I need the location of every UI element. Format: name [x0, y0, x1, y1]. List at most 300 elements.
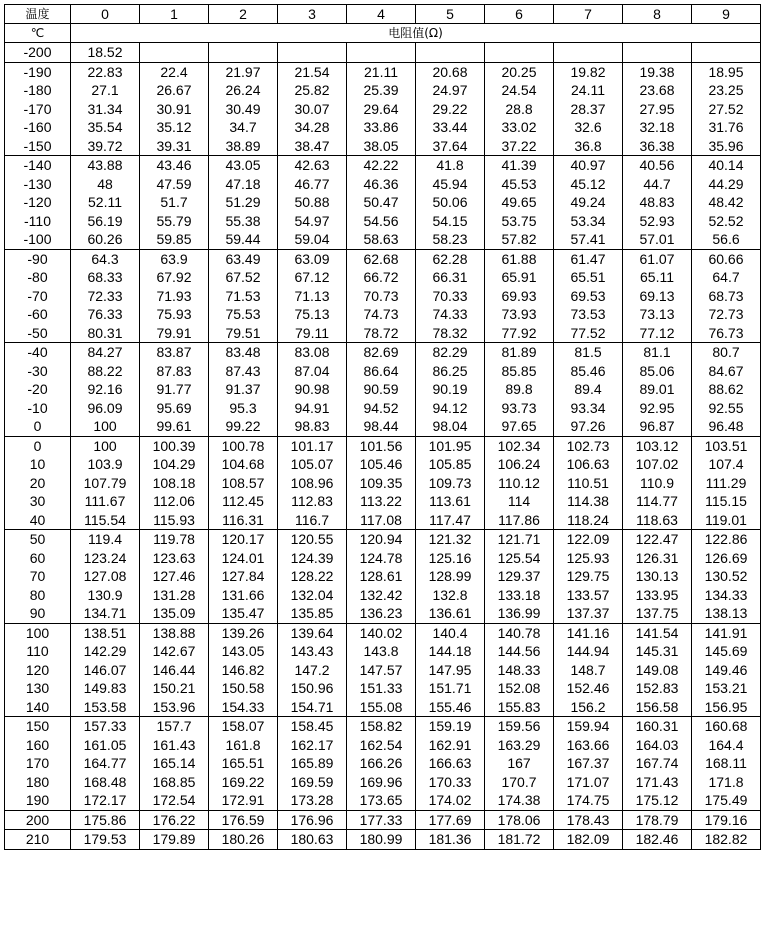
resistance-cell: 127.84	[209, 567, 278, 586]
resistance-cell: 181.36	[416, 830, 485, 850]
resistance-cell: 56.6	[692, 230, 761, 249]
table-row	[5, 717, 761, 736]
resistance-cell: 168.11	[692, 754, 761, 773]
resistance-cell: 79.11	[278, 324, 347, 343]
temperature-cell: -150	[5, 137, 71, 156]
resistance-cell: 128.99	[416, 567, 485, 586]
resistance-cell: 94.91	[278, 399, 347, 418]
resistance-cell: 89.8	[485, 380, 554, 399]
column-header: 7	[554, 5, 623, 24]
resistance-cell: 165.89	[278, 754, 347, 773]
resistance-cell: 100.78	[209, 436, 278, 455]
resistance-cell: 99.22	[209, 417, 278, 436]
temperature-cell: 70	[5, 567, 71, 586]
resistance-cell: 148.7	[554, 661, 623, 680]
resistance-cell: 45.53	[485, 175, 554, 194]
resistance-cell: 151.71	[416, 679, 485, 698]
column-header: 9	[692, 5, 761, 24]
resistance-cell: 50.47	[347, 193, 416, 212]
resistance-cell: 121.71	[485, 530, 554, 549]
temperature-cell: 0	[5, 417, 71, 436]
resistance-cell: 156.2	[554, 698, 623, 717]
resistance-cell: 147.57	[347, 661, 416, 680]
resistance-cell: 135.85	[278, 604, 347, 623]
resistance-cell: 62.68	[347, 249, 416, 268]
resistance-cell: 74.73	[347, 305, 416, 324]
temperature-cell: 210	[5, 830, 71, 850]
resistance-cell: 112.83	[278, 492, 347, 511]
resistance-cell: 133.18	[485, 586, 554, 605]
resistance-cell: 117.47	[416, 511, 485, 530]
resistance-cell: 170.33	[416, 773, 485, 792]
resistance-cell: 63.9	[140, 249, 209, 268]
temperature-cell: -170	[5, 100, 71, 119]
resistance-cell: 50.06	[416, 193, 485, 212]
temperature-cell: 80	[5, 586, 71, 605]
resistance-cell: 48	[71, 175, 140, 194]
resistance-cell: 174.02	[416, 791, 485, 810]
temperature-cell: -30	[5, 362, 71, 381]
resistance-cell: 171.8	[692, 773, 761, 792]
resistance-cell: 114	[485, 492, 554, 511]
resistance-cell: 87.83	[140, 362, 209, 381]
resistance-cell: 70.73	[347, 287, 416, 306]
resistance-cell: 128.22	[278, 567, 347, 586]
temperature-cell: 60	[5, 549, 71, 568]
resistance-cell: 90.98	[278, 380, 347, 399]
resistance-cell: 140.4	[416, 623, 485, 642]
resistance-cell: 164.77	[71, 754, 140, 773]
resistance-cell: 41.39	[485, 156, 554, 175]
resistance-cell: 81.5	[554, 343, 623, 362]
resistance-cell: 19.38	[623, 62, 692, 81]
resistance-cell: 82.29	[416, 343, 485, 362]
resistance-cell: 177.33	[347, 810, 416, 830]
resistance-cell: 153.58	[71, 698, 140, 717]
resistance-cell: 92.95	[623, 399, 692, 418]
resistance-cell: 91.37	[209, 380, 278, 399]
temperature-cell: 20	[5, 474, 71, 493]
resistance-cell: 64.3	[71, 249, 140, 268]
resistance-cell: 73.13	[623, 305, 692, 324]
temperature-cell: -110	[5, 212, 71, 231]
resistance-cell: 180.26	[209, 830, 278, 850]
resistance-cell: 172.91	[209, 791, 278, 810]
header-row-unit	[5, 24, 761, 43]
resistance-cell: 164.4	[692, 736, 761, 755]
resistance-cell: 97.26	[554, 417, 623, 436]
resistance-cell: 161.43	[140, 736, 209, 755]
resistance-cell: 111.67	[71, 492, 140, 511]
resistance-cell: 144.18	[416, 642, 485, 661]
resistance-cell: 155.46	[416, 698, 485, 717]
resistance-cell: 116.31	[209, 511, 278, 530]
resistance-cell: 167.37	[554, 754, 623, 773]
table-row	[5, 362, 761, 381]
resistance-cell: 143.43	[278, 642, 347, 661]
resistance-cell: 169.22	[209, 773, 278, 792]
resistance-cell: 98.83	[278, 417, 347, 436]
resistance-cell: 98.04	[416, 417, 485, 436]
resistance-cell: 35.54	[71, 118, 140, 137]
resistance-cell: 100.39	[140, 436, 209, 455]
resistance-cell: 40.97	[554, 156, 623, 175]
resistance-cell: 182.82	[692, 830, 761, 850]
resistance-cell: 81.1	[623, 343, 692, 362]
table-row	[5, 118, 761, 137]
resistance-cell: 175.12	[623, 791, 692, 810]
resistance-cell: 161.8	[209, 736, 278, 755]
resistance-cell: 174.75	[554, 791, 623, 810]
resistance-cell: 88.22	[71, 362, 140, 381]
resistance-cell: 44.29	[692, 175, 761, 194]
resistance-cell: 50.88	[278, 193, 347, 212]
resistance-cell: 69.93	[485, 287, 554, 306]
resistance-cell: 43.88	[71, 156, 140, 175]
temperature-header: 温度	[5, 5, 71, 24]
resistance-cell: 138.13	[692, 604, 761, 623]
resistance-cell: 59.85	[140, 230, 209, 249]
temperature-cell: 110	[5, 642, 71, 661]
resistance-cell: 152.83	[623, 679, 692, 698]
resistance-cell: 80.7	[692, 343, 761, 362]
resistance-cell: 157.7	[140, 717, 209, 736]
resistance-cell: 30.91	[140, 100, 209, 119]
resistance-cell: 110.9	[623, 474, 692, 493]
resistance-cell: 65.51	[554, 268, 623, 287]
resistance-cell: 118.63	[623, 511, 692, 530]
resistance-cell: 44.7	[623, 175, 692, 194]
resistance-cell: 90.19	[416, 380, 485, 399]
column-header: 8	[623, 5, 692, 24]
table-row	[5, 791, 761, 810]
table-row	[5, 492, 761, 511]
resistance-cell: 159.94	[554, 717, 623, 736]
resistance-cell: 77.12	[623, 324, 692, 343]
resistance-cell: 180.63	[278, 830, 347, 850]
resistance-cell: 179.89	[140, 830, 209, 850]
resistance-cell: 150.96	[278, 679, 347, 698]
resistance-cell: 163.66	[554, 736, 623, 755]
resistance-cell: 161.05	[71, 736, 140, 755]
resistance-cell: 75.13	[278, 305, 347, 324]
resistance-cell: 78.72	[347, 324, 416, 343]
resistance-cell: 23.25	[692, 81, 761, 100]
resistance-cell: 140.02	[347, 623, 416, 642]
resistance-cell: 160.31	[623, 717, 692, 736]
resistance-cell: 46.77	[278, 175, 347, 194]
resistance-cell: 130.9	[71, 586, 140, 605]
table-row	[5, 305, 761, 324]
resistance-cell	[347, 43, 416, 63]
temperature-cell: 10	[5, 455, 71, 474]
resistance-table	[4, 4, 761, 850]
resistance-cell: 80.31	[71, 324, 140, 343]
temperature-cell: 50	[5, 530, 71, 549]
resistance-cell: 70.33	[416, 287, 485, 306]
header-row-columns	[5, 5, 761, 24]
resistance-cell: 24.11	[554, 81, 623, 100]
temperature-cell: 150	[5, 717, 71, 736]
resistance-cell: 112.06	[140, 492, 209, 511]
resistance-cell: 67.52	[209, 268, 278, 287]
resistance-cell: 148.33	[485, 661, 554, 680]
resistance-cell: 76.73	[692, 324, 761, 343]
resistance-cell	[692, 43, 761, 63]
resistance-cell: 75.53	[209, 305, 278, 324]
resistance-cell: 145.69	[692, 642, 761, 661]
resistance-cell: 45.12	[554, 175, 623, 194]
resistance-cell: 136.99	[485, 604, 554, 623]
table-row	[5, 175, 761, 194]
resistance-cell: 141.54	[623, 623, 692, 642]
temperature-cell: 130	[5, 679, 71, 698]
resistance-cell: 115.15	[692, 492, 761, 511]
resistance-cell: 25.39	[347, 81, 416, 100]
resistance-cell: 94.12	[416, 399, 485, 418]
resistance-cell: 108.18	[140, 474, 209, 493]
resistance-cell: 24.97	[416, 81, 485, 100]
resistance-cell: 181.72	[485, 830, 554, 850]
resistance-cell: 149.83	[71, 679, 140, 698]
resistance-cell: 111.29	[692, 474, 761, 493]
temperature-cell: -50	[5, 324, 71, 343]
resistance-cell: 85.85	[485, 362, 554, 381]
resistance-cell: 182.09	[554, 830, 623, 850]
resistance-cell: 175.86	[71, 810, 140, 830]
resistance-cell: 155.08	[347, 698, 416, 717]
table-row	[5, 43, 761, 63]
resistance-cell: 21.97	[209, 62, 278, 81]
resistance-cell: 107.02	[623, 455, 692, 474]
resistance-cell: 178.06	[485, 810, 554, 830]
table-row	[5, 287, 761, 306]
resistance-cell: 156.95	[692, 698, 761, 717]
resistance-cell: 95.69	[140, 399, 209, 418]
resistance-cell: 51.7	[140, 193, 209, 212]
resistance-cell: 49.24	[554, 193, 623, 212]
resistance-cell: 27.1	[71, 81, 140, 100]
resistance-cell: 73.53	[554, 305, 623, 324]
resistance-cell: 38.47	[278, 137, 347, 156]
resistance-cell: 22.4	[140, 62, 209, 81]
resistance-cell: 116.7	[278, 511, 347, 530]
resistance-cell: 29.64	[347, 100, 416, 119]
temperature-cell: -200	[5, 43, 71, 63]
resistance-cell: 101.56	[347, 436, 416, 455]
resistance-unit-label: 电阻值(Ω)	[71, 24, 761, 43]
resistance-cell: 138.88	[140, 623, 209, 642]
resistance-cell: 154.71	[278, 698, 347, 717]
resistance-cell: 33.86	[347, 118, 416, 137]
resistance-cell: 46.36	[347, 175, 416, 194]
resistance-cell: 102.34	[485, 436, 554, 455]
resistance-cell: 108.96	[278, 474, 347, 493]
resistance-cell: 147.95	[416, 661, 485, 680]
resistance-cell: 175.49	[692, 791, 761, 810]
resistance-cell: 79.51	[209, 324, 278, 343]
resistance-cell: 182.46	[623, 830, 692, 850]
resistance-cell: 172.54	[140, 791, 209, 810]
resistance-cell: 162.17	[278, 736, 347, 755]
resistance-cell: 48.83	[623, 193, 692, 212]
resistance-cell: 163.29	[485, 736, 554, 755]
resistance-cell: 60.66	[692, 249, 761, 268]
resistance-cell: 55.79	[140, 212, 209, 231]
resistance-cell: 87.04	[278, 362, 347, 381]
resistance-cell: 41.8	[416, 156, 485, 175]
resistance-cell: 180.99	[347, 830, 416, 850]
resistance-cell: 87.43	[209, 362, 278, 381]
temperature-cell: -140	[5, 156, 71, 175]
temperature-cell: -90	[5, 249, 71, 268]
resistance-cell: 71.53	[209, 287, 278, 306]
temperature-cell: 90	[5, 604, 71, 623]
resistance-cell: 145.31	[623, 642, 692, 661]
column-header: 4	[347, 5, 416, 24]
table-row	[5, 474, 761, 493]
resistance-cell: 179.53	[71, 830, 140, 850]
resistance-cell: 79.91	[140, 324, 209, 343]
resistance-cell: 105.07	[278, 455, 347, 474]
resistance-cell: 124.78	[347, 549, 416, 568]
resistance-cell: 126.31	[623, 549, 692, 568]
resistance-cell: 30.07	[278, 100, 347, 119]
resistance-cell: 130.13	[623, 567, 692, 586]
resistance-cell: 115.54	[71, 511, 140, 530]
temperature-cell: 100	[5, 623, 71, 642]
resistance-cell: 160.68	[692, 717, 761, 736]
resistance-cell: 152.46	[554, 679, 623, 698]
resistance-cell: 54.56	[347, 212, 416, 231]
resistance-cell: 143.05	[209, 642, 278, 661]
resistance-cell: 51.29	[209, 193, 278, 212]
resistance-cell: 144.56	[485, 642, 554, 661]
resistance-cell: 125.54	[485, 549, 554, 568]
resistance-cell: 59.04	[278, 230, 347, 249]
resistance-cell: 127.08	[71, 567, 140, 586]
temperature-cell: -120	[5, 193, 71, 212]
table-row	[5, 698, 761, 717]
resistance-cell: 56.19	[71, 212, 140, 231]
resistance-cell: 119.4	[71, 530, 140, 549]
resistance-cell: 162.91	[416, 736, 485, 755]
resistance-cell: 100	[71, 436, 140, 455]
resistance-cell: 57.82	[485, 230, 554, 249]
resistance-cell: 114.38	[554, 492, 623, 511]
resistance-cell: 74.33	[416, 305, 485, 324]
resistance-cell: 122.47	[623, 530, 692, 549]
resistance-cell: 150.58	[209, 679, 278, 698]
table-row	[5, 642, 761, 661]
table-row	[5, 62, 761, 81]
table-row	[5, 530, 761, 549]
resistance-cell: 52.52	[692, 212, 761, 231]
resistance-cell: 124.39	[278, 549, 347, 568]
table-row	[5, 268, 761, 287]
resistance-cell: 106.63	[554, 455, 623, 474]
resistance-cell: 138.51	[71, 623, 140, 642]
resistance-cell: 155.83	[485, 698, 554, 717]
resistance-cell: 40.14	[692, 156, 761, 175]
resistance-cell: 52.93	[623, 212, 692, 231]
resistance-cell: 31.76	[692, 118, 761, 137]
temperature-cell: 190	[5, 791, 71, 810]
table-row	[5, 230, 761, 249]
resistance-cell: 75.93	[140, 305, 209, 324]
resistance-cell: 122.09	[554, 530, 623, 549]
resistance-cell: 176.59	[209, 810, 278, 830]
table-row	[5, 754, 761, 773]
resistance-cell: 43.46	[140, 156, 209, 175]
resistance-cell	[554, 43, 623, 63]
resistance-cell: 121.32	[416, 530, 485, 549]
column-header: 3	[278, 5, 347, 24]
resistance-cell: 28.37	[554, 100, 623, 119]
resistance-cell: 118.24	[554, 511, 623, 530]
resistance-cell: 105.85	[416, 455, 485, 474]
resistance-cell: 66.31	[416, 268, 485, 287]
table-row	[5, 567, 761, 586]
temperature-cell: 30	[5, 492, 71, 511]
resistance-cell: 65.11	[623, 268, 692, 287]
resistance-cell: 47.18	[209, 175, 278, 194]
resistance-cell: 176.22	[140, 810, 209, 830]
resistance-cell: 68.33	[71, 268, 140, 287]
resistance-cell: 58.23	[416, 230, 485, 249]
resistance-cell: 126.69	[692, 549, 761, 568]
resistance-cell: 20.25	[485, 62, 554, 81]
table-row	[5, 586, 761, 605]
resistance-cell: 19.82	[554, 62, 623, 81]
table-body	[5, 43, 761, 850]
resistance-cell: 132.8	[416, 586, 485, 605]
resistance-cell: 77.52	[554, 324, 623, 343]
resistance-cell: 174.38	[485, 791, 554, 810]
resistance-cell: 43.05	[209, 156, 278, 175]
resistance-cell: 179.16	[692, 810, 761, 830]
resistance-cell: 120.55	[278, 530, 347, 549]
resistance-cell: 28.8	[485, 100, 554, 119]
resistance-cell: 157.33	[71, 717, 140, 736]
resistance-cell: 69.53	[554, 287, 623, 306]
resistance-cell: 173.28	[278, 791, 347, 810]
resistance-cell: 139.64	[278, 623, 347, 642]
resistance-cell: 61.88	[485, 249, 554, 268]
resistance-cell: 84.67	[692, 362, 761, 381]
resistance-cell: 166.63	[416, 754, 485, 773]
temperature-cell: -60	[5, 305, 71, 324]
resistance-cell: 33.44	[416, 118, 485, 137]
resistance-cell: 113.61	[416, 492, 485, 511]
resistance-cell: 101.17	[278, 436, 347, 455]
temperature-cell: -130	[5, 175, 71, 194]
resistance-cell: 42.22	[347, 156, 416, 175]
temperature-cell: 40	[5, 511, 71, 530]
resistance-cell: 67.92	[140, 268, 209, 287]
resistance-cell	[278, 43, 347, 63]
temperature-cell: 180	[5, 773, 71, 792]
resistance-cell: 122.86	[692, 530, 761, 549]
resistance-cell: 34.7	[209, 118, 278, 137]
resistance-cell: 62.28	[416, 249, 485, 268]
resistance-cell: 167	[485, 754, 554, 773]
resistance-cell: 119.01	[692, 511, 761, 530]
table-row	[5, 436, 761, 455]
resistance-cell: 22.83	[71, 62, 140, 81]
table-row	[5, 736, 761, 755]
resistance-cell: 173.65	[347, 791, 416, 810]
